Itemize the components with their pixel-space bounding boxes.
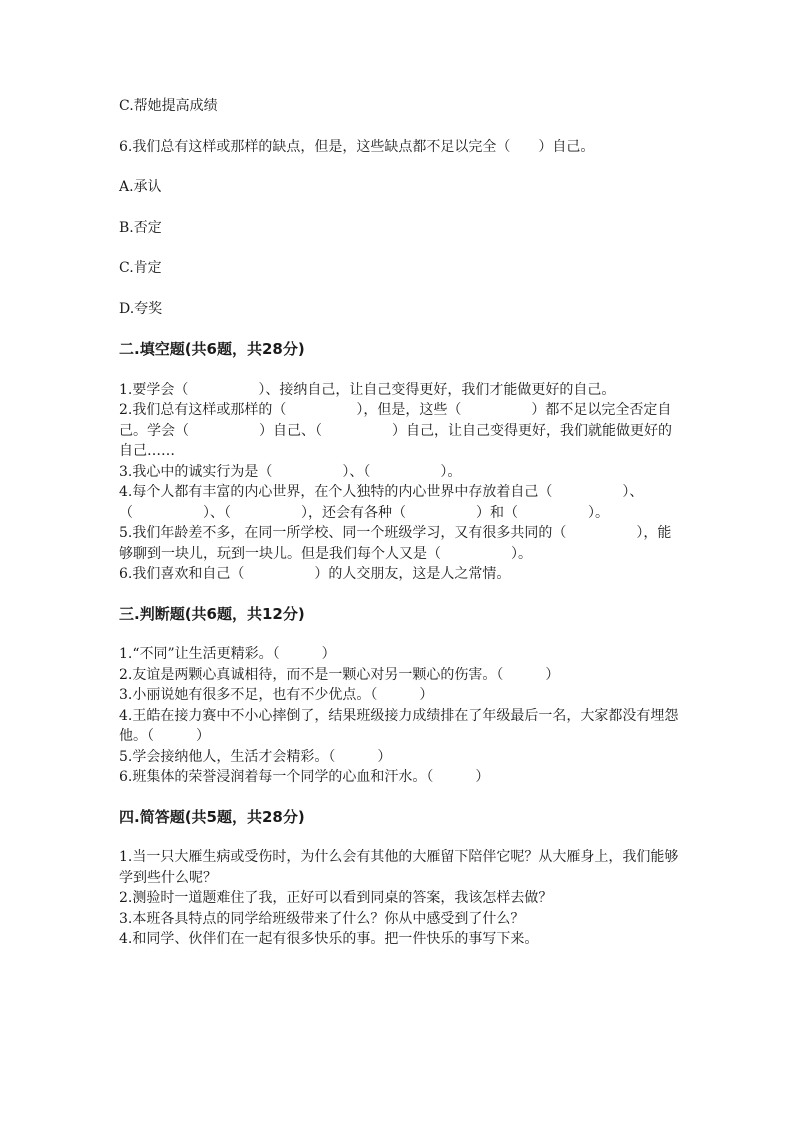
fill-in-list <box>119 380 679 585</box>
true-false-item: 3.小丽说她有很多不足，也有不少优点。（ ） <box>119 687 434 703</box>
section-short-answer-title: 四.简答题(共5题，共28分) <box>119 807 305 826</box>
short-answer-item: 3.本班各具特点的同学给班级带来了什么？你从中感受到了什么？ <box>119 910 525 927</box>
section-fill-in-title: 二.填空题(共6题，共28分) <box>119 340 305 358</box>
short-answer-item: 2.测验时一道题难住了我，正好可以看到同桌的答案，我该怎样去做？ <box>119 890 553 906</box>
true-false-list <box>119 644 679 788</box>
option-a: A.承认 <box>119 179 162 195</box>
fill-in-item: 3.我心中的诚实行为是（ ）、（ ）。 <box>119 463 462 480</box>
option-c-previous: C.帮她提高成绩 <box>119 98 218 114</box>
true-false-item: 1.“不同”让生活更精彩。（ ） <box>119 646 336 662</box>
fill-in-item: 4.每个人都有丰富的内心世界，在个人独特的内心世界中存放着自己（ ）、（ ）、（ ），还会有各种（ ）和（ ）。 <box>119 484 644 521</box>
true-false-item: 4.王皓在接力赛中不小心摔倒了，结果班级接力成绩排在了年级最后一名，大家都没有埋怨他。（ ） <box>119 707 679 744</box>
fill-in-item: 1.要学会（ ）、接纳自己，让自己变得更好，我们才能做更好的自己。 <box>119 381 616 398</box>
fill-in-item: 2.我们总有这样或那样的（ ），但是，这些（ ）都不足以完全否定自己。学会（ ）自己、（ ）自己，让自己变得更好，我们就能做更好的自己…… <box>119 402 672 459</box>
option-d: D.夸奖 <box>119 300 163 317</box>
short-answer-item: 1.当一只大雁生病或受伤时，为什么会有其他的大雁留下陪伴它呢？从大雁身上，我们能够学到些什么呢？ <box>119 849 679 886</box>
short-answer-list <box>119 847 679 950</box>
option-b: B.否定 <box>119 219 162 236</box>
option-c: C.肯定 <box>119 260 162 276</box>
true-false-item: 2.友谊是两颗心真诚相待，而不是一颗心对另一颗心的伤害。（ ） <box>119 666 560 683</box>
fill-in-item: 5.我们年龄差不多，在同一所学校、同一个班级学习，又有很多共同的（ ），能够聊到一块儿，玩到一块儿。但是我们每个人又是（ ）。 <box>119 525 672 562</box>
page-content <box>119 96 679 969</box>
true-false-item: 6.班集体的荣誉浸润着每一个同学的心血和汗水。（ ） <box>119 769 490 785</box>
choice-question-6: 6.我们总有这样或那样的缺点，但是，这些缺点都不足以完全（ ）自己。 <box>119 138 595 155</box>
true-false-item: 5.学会接纳他人，生活才会精彩。（ ） <box>119 748 392 765</box>
section-true-false-title: 三.判断题(共6题，共12分) <box>119 604 305 623</box>
fill-in-item: 6.我们喜欢和自己（ ）的人交朋友，这是人之常情。 <box>119 566 511 582</box>
short-answer-item: 4.和同学、伙伴们在一起有很多快乐的事。把一件快乐的事写下来。 <box>119 931 539 947</box>
